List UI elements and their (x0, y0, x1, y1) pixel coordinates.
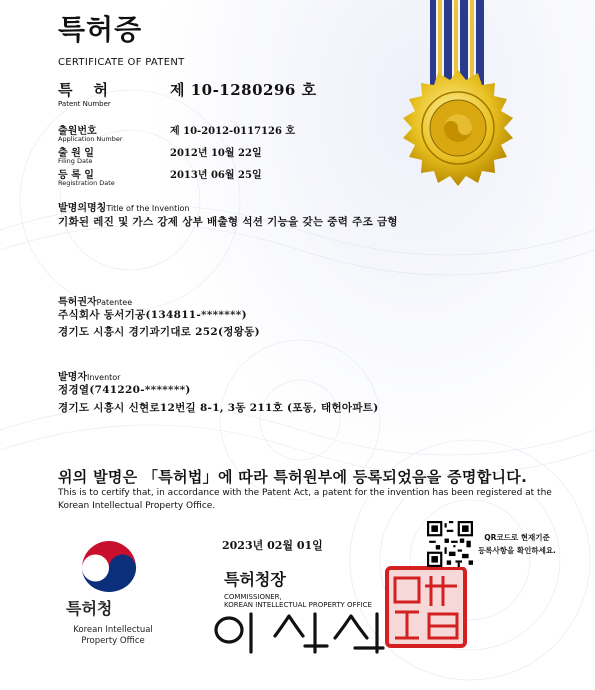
inventor-label (58, 368, 120, 383)
filing-date-label-en: Filing Date (58, 157, 93, 165)
filing-date-value: 2012년 10월 22일 (170, 148, 262, 159)
inventor-label-en: Inventor (86, 373, 121, 382)
official-red-stamp-icon (385, 566, 467, 648)
kipo-name-en: Korean Intellectual Property Office (73, 625, 153, 646)
patent-number-label-en: Patent Number (58, 100, 111, 108)
patentee-label (58, 293, 132, 308)
commissioner-title-en (224, 593, 372, 609)
kipo-name-ko: 특허청 (66, 599, 113, 618)
patent-number-label: 특허 (58, 81, 129, 99)
registration-date-value: 2013년 06월 25일 (170, 170, 262, 181)
kipo-taegeuk-logo-icon (78, 538, 140, 592)
invention-title-label-en: Title of the Invention (106, 204, 190, 213)
patent-number-value: 제 10-1280296 호 (170, 81, 317, 99)
issue-date: 2023년 02월 01일 (222, 539, 323, 552)
certification-statement-en: This is to certify that, in accordance with the Patent Act, a patent for the invention has been registered at the Korean Intellectual Property Office. (58, 488, 552, 511)
patentee-label-ko: 특허권자 (58, 297, 97, 308)
qr-code-icon[interactable] (427, 521, 473, 567)
patentee-name: 주식회사 동서기공(134811-*******) (58, 309, 247, 321)
inventor-label-ko: 발명자 (58, 372, 87, 383)
invention-title-label (58, 199, 189, 214)
document-title-en: CERTIFICATE OF PATENT (58, 57, 185, 68)
commissioner-title-ko: 특허청장 (224, 570, 286, 589)
inventor-name: 정경열(741220-*******) (58, 384, 191, 396)
application-number-value: 제 10-2012-0117126 호 (170, 126, 296, 137)
commissioner-title-en-line1: COMMISSIONER, (224, 593, 282, 601)
document-title: 특허증 (58, 13, 143, 46)
qr-instruction-line1: QR코드로 현재기준 (484, 533, 550, 542)
signature-icon (205, 608, 390, 656)
application-number-label: 출원번호 (58, 126, 97, 137)
registration-date-label-en: Registration Date (58, 179, 115, 187)
invention-title-value: 기화된 레진 및 가스 강제 상부 배출형 석션 기능을 갖는 중력 주조 금형 (58, 216, 398, 228)
registration-date-label: 등 록 일 (58, 170, 94, 181)
qr-instruction (478, 531, 556, 557)
patentee-label-en: Patentee (96, 298, 133, 307)
certification-statement-ko: 위의 발명은 「특허법」에 따라 특허원부에 등록되었음을 증명합니다. (58, 468, 528, 486)
qr-instruction-line2: 등록사항을 확인하세요. (478, 546, 556, 555)
invention-title-label-ko: 발명의명칭 (58, 203, 107, 214)
filing-date-label: 출 원 일 (58, 148, 94, 159)
patentee-address: 경기도 시흥시 경기과기대로 252(정왕동) (58, 326, 260, 338)
commissioner-title-en-line2: KOREAN INTELLECTUAL PROPERTY OFFICE (224, 601, 372, 609)
application-number-label-en: Application Number (58, 135, 123, 143)
inventor-address: 경기도 시흥시 신현로12번길 8-1, 3동 211호 (포동, 태헌아파트) (58, 402, 379, 414)
gold-seal-icon (398, 68, 518, 188)
